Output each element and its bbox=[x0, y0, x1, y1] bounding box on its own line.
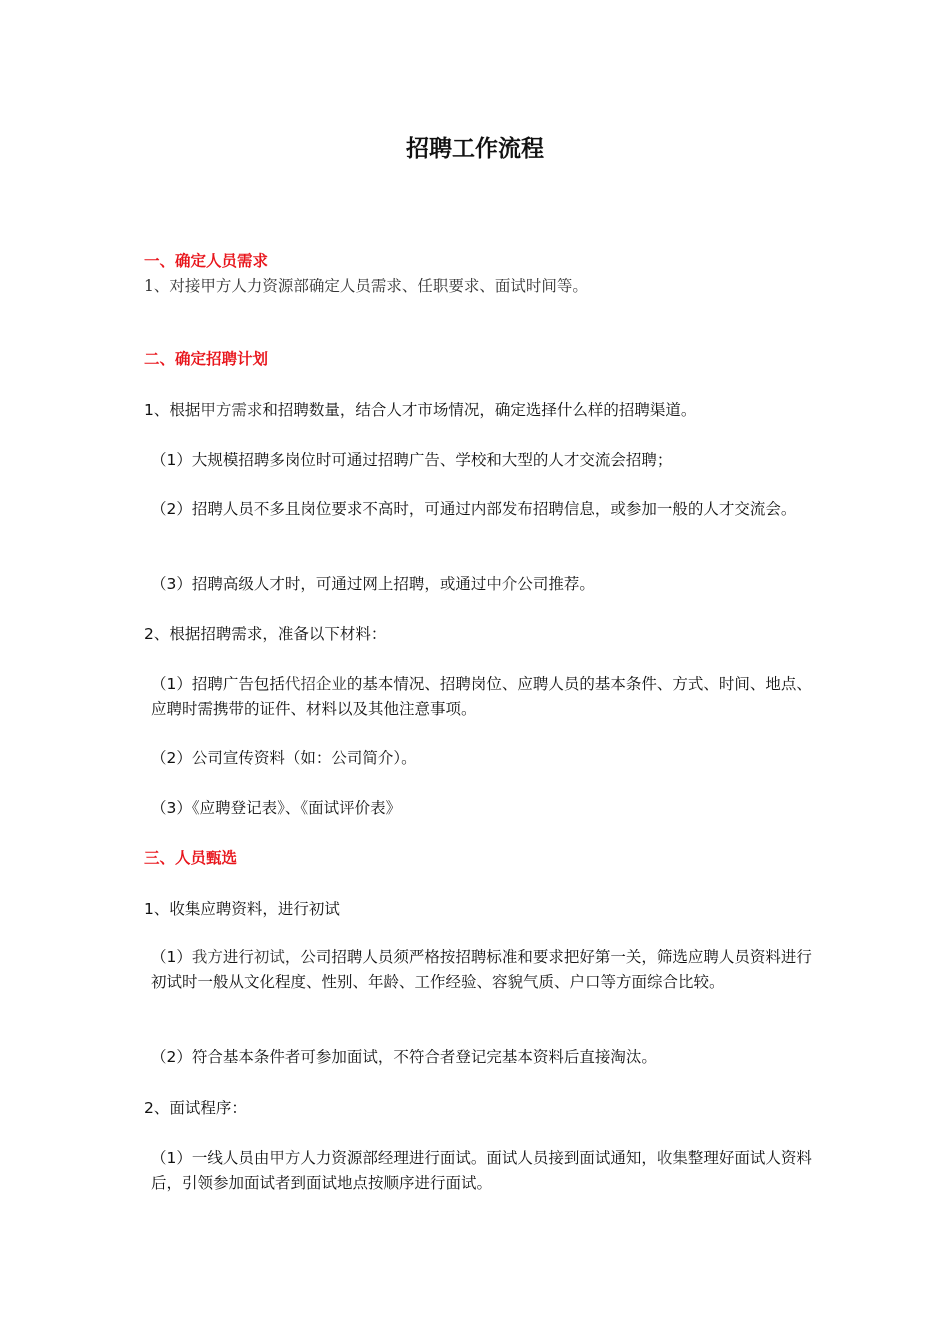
paragraph: （2）招聘人员不多且岗位要求不高时，可通过内部发布招聘信息，或参加一般的人才交流会。 bbox=[151, 500, 797, 518]
paragraph bbox=[144, 672, 820, 722]
text-run: （1）一线人员由 bbox=[151, 1149, 270, 1167]
paragraph bbox=[144, 398, 820, 423]
paragraph: 2、根据招聘需求，准备以下材料： bbox=[144, 625, 387, 643]
paragraph bbox=[144, 1146, 820, 1196]
text-run: 1、根据 bbox=[144, 401, 201, 419]
paragraph: 1、对接甲方人力资源部确定人员需求、任职要求、面试时间等。 bbox=[144, 277, 588, 295]
text-run: 我方 bbox=[191, 948, 223, 966]
document-title: 招聘工作流程 bbox=[406, 136, 544, 162]
paragraph: 2、面试程序： bbox=[144, 1099, 247, 1117]
section-heading: 一、确定人员需求 bbox=[144, 252, 269, 270]
paragraph: 1、收集应聘资料，进行初试 bbox=[144, 900, 340, 918]
text-run: 收集 bbox=[656, 1149, 688, 1167]
paragraph: （3）《应聘登记表》、《面试评价表》 bbox=[151, 799, 402, 817]
text-run: 甲方 bbox=[269, 1149, 301, 1167]
paragraph: （2）符合基本条件者可参加面试，不符合者登记完基本资料后直接淘汰。 bbox=[151, 1048, 657, 1066]
text-run: 中介 bbox=[486, 575, 518, 593]
paragraph bbox=[144, 572, 820, 597]
text-run: ，公司招聘人员须严格按招聘标准和要求把好第一关，筛选应聘人员资料进行初试时一般从文化程度、性别、年龄、工作经验、容貌气质、户口等方面综合比较。 bbox=[151, 948, 812, 991]
text-run: 的基本情况、招聘岗位、应聘人员的基本条件、方式、时间、地点、应聘时需携带的证件、材料以及其他注意事项。 bbox=[151, 675, 812, 718]
text-run: 和招聘数量，结合人才市场情况，确定选择什么样的招聘渠道。 bbox=[262, 401, 697, 419]
text-run: 整理好面试人资料后，引领参加面试者到面试地点按顺序进行面试。 bbox=[151, 1149, 812, 1192]
paragraph bbox=[144, 945, 820, 995]
text-run: 甲方需求 bbox=[200, 401, 263, 419]
text-run: （1） bbox=[151, 948, 192, 966]
text-run: 代招企业 bbox=[284, 675, 347, 693]
text-run: 进行 bbox=[222, 948, 254, 966]
text-run: （3）招聘高级人才时，可通过网上招聘，或通过 bbox=[151, 575, 487, 593]
text-run: 人力资源部经理进行面试。面试人员接到面试通知， bbox=[300, 1149, 657, 1167]
text-run: 公司推荐。 bbox=[517, 575, 595, 593]
text-run: （1）招聘广告包括 bbox=[151, 675, 285, 693]
paragraph: （1）大规模招聘多岗位时可通过招聘广告、学校和大型的人才交流会招聘； bbox=[151, 451, 673, 469]
paragraph: （2）公司宣传资料（如：公司简介）。 bbox=[151, 749, 417, 767]
text-run: 初试 bbox=[253, 948, 285, 966]
section-heading: 二、确定招聘计划 bbox=[144, 350, 269, 368]
section-heading: 三、人员甄选 bbox=[144, 849, 238, 867]
